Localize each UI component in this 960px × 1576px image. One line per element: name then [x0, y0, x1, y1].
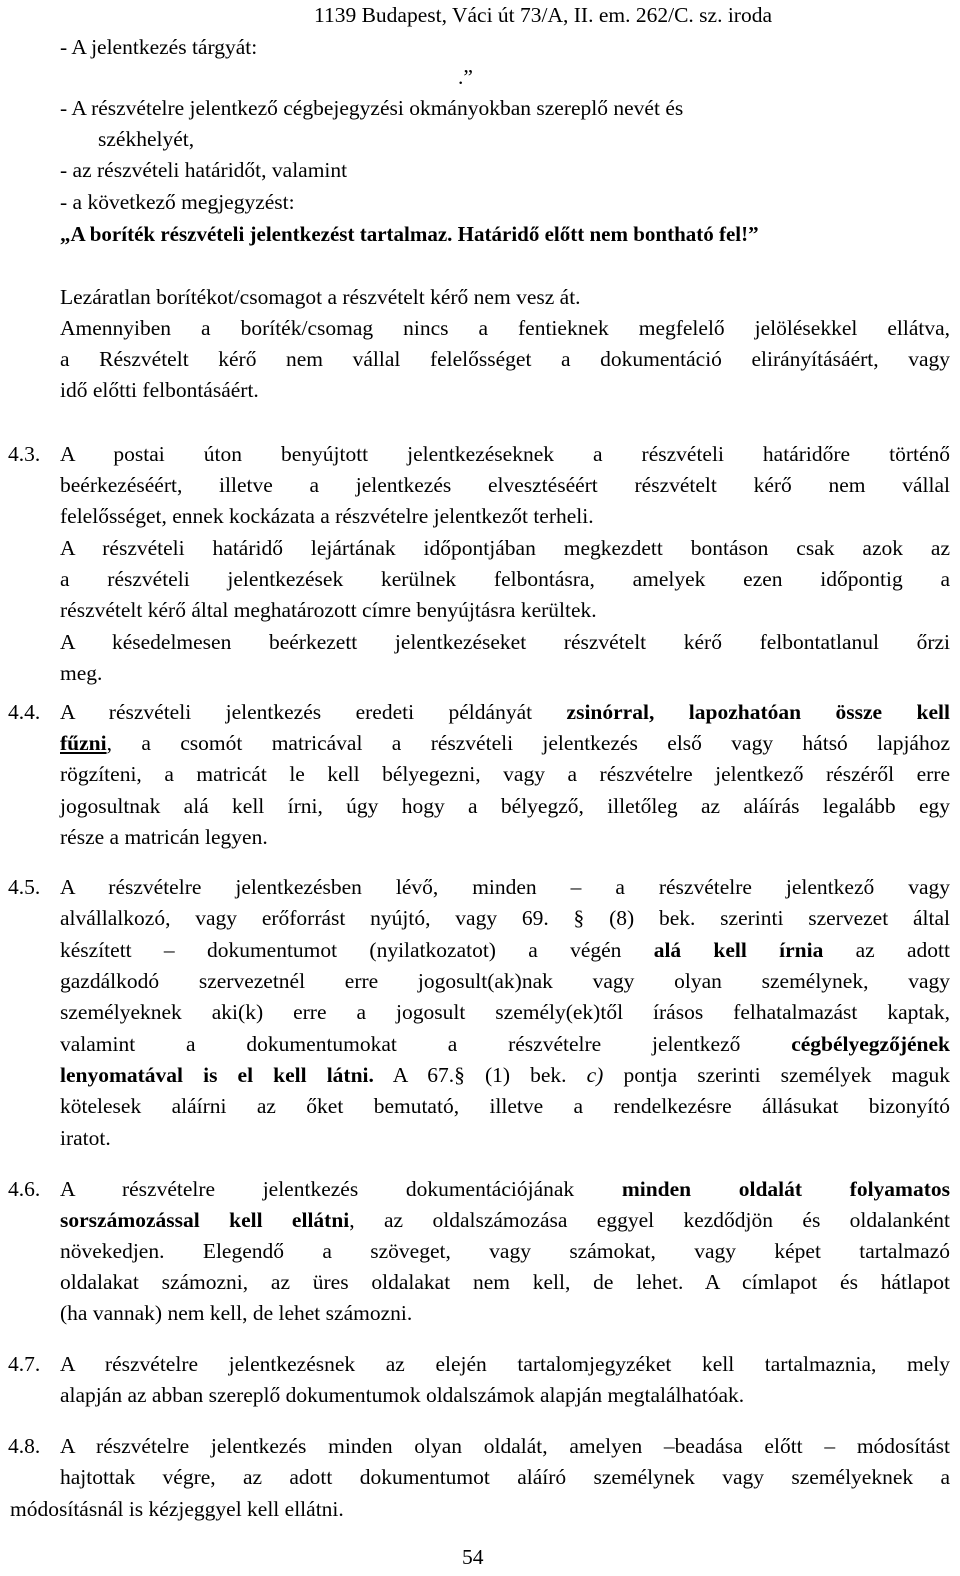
emphasis-text: alá kell írnia — [653, 938, 824, 962]
section-4-5-line-6 — [60, 1031, 950, 1057]
intro-line-2: Amennyiben a boríték/csomag nincs a fentieknek megfelelő jelölésekkel ellátva, — [60, 316, 950, 340]
section-4-3-line: meg. — [60, 661, 103, 685]
section-4-7-line: alapján az abban szereplő dokumentumok oldalszámok alapján megtalálhatóak. — [60, 1383, 745, 1407]
section-4-8-line: hajtottak végre, az adott dokumentumot aláíró személynek vagy személyeknek a — [60, 1465, 950, 1489]
section-4-5-line: iratot. — [60, 1126, 111, 1150]
section-4-6-line-2 — [60, 1207, 950, 1233]
section-4-3-line: beérkezéséért, illetve a jelentkezés elvesztéséért részvételt kérő nem vállal — [60, 473, 950, 497]
text-span: pontja szerinti személyek maguk — [603, 1063, 950, 1087]
bullet-name-line-2: székhelyét, — [98, 127, 195, 151]
section-4-3-line: A részvételi határidő lejártának időpontjában megkezdett bontáson csak azok az — [60, 536, 950, 560]
section-4-5-line-3 — [60, 937, 950, 963]
section-4-4-line-2 — [60, 730, 950, 756]
section-4-6-line: (ha vannak) nem kell, de lehet számozni. — [60, 1301, 413, 1325]
text-span: készített – dokumentumot (nyilatkozatot) a végén — [60, 938, 654, 962]
bullet-note: - a következő megjegyzést: — [60, 190, 295, 214]
section-4-5-line-7 — [60, 1062, 950, 1088]
section-4-6-line-1 — [60, 1176, 950, 1202]
section-4-7-line: A részvételre jelentkezésnek az elején tartalomjegyzéket kell tartalmaznia, mely — [60, 1352, 950, 1376]
emphasis-text: lenyomatával is el kell látni. — [60, 1063, 374, 1087]
emphasis-text: minden oldalát folyamatos — [621, 1177, 950, 1201]
section-4-5-line: A részvételre jelentkezésben lévő, minden – a részvételre jelentkező vagy — [60, 875, 950, 899]
text-span: , az oldalszámozása eggyel kezdődjön és oldalanként — [349, 1208, 950, 1232]
bullet-name-line-1: - A részvételre jelentkező cégbejegyzési okmányokban szereplő nevét és — [60, 96, 684, 120]
section-4-3-number: 4.3. — [8, 442, 41, 466]
text-span: A részvételi jelentkezés eredeti példányát — [60, 700, 567, 724]
section-4-6-line: oldalakat számozni, az üres oldalakat nem kell, de lehet. A címlapot és hátlapot — [60, 1270, 950, 1294]
section-4-3-line: részvételt kérő által meghatározott címre benyújtásra kerültek. — [60, 598, 597, 622]
section-4-5-number: 4.5. — [8, 875, 41, 899]
emphasis-text: zsinórral, lapozhatóan össze kell — [566, 700, 950, 724]
section-4-3-line: A postai úton benyújtott jelentkezéseknek a részvételi határidőre történő — [60, 442, 950, 466]
address-line: 1139 Budapest, Váci út 73/A, II. em. 262/C. sz. iroda — [314, 3, 772, 27]
section-4-4-line-1 — [60, 699, 950, 725]
bullet-deadline: - az részvételi határidőt, valamint — [60, 158, 348, 182]
section-4-4-line: jogosultnak alá kell írni, úgy hogy a bélyegző, illetőleg az aláírás legalább egy — [60, 794, 950, 818]
page-number: 54 — [462, 1545, 484, 1569]
section-4-5-line: alvállalkozó, vagy erőforrást nyújtó, vagy 69. § (8) bek. szerinti szervezet által — [60, 906, 950, 930]
section-4-3-line: A késedelmesen beérkezett jelentkezéseket részvételt kérő felbontatlanul őrzi — [60, 630, 950, 654]
intro-line-3: a Részvételt kérő nem vállal felelősséget a dokumentáció elirányításáért, vagy — [60, 347, 950, 371]
section-4-3-line: a részvételi jelentkezések kerülnek felbontásra, amelyek ezen időpontig a — [60, 567, 950, 591]
section-4-6-number: 4.6. — [8, 1177, 41, 1201]
section-4-8-line: A részvételre jelentkezés minden olyan oldalát, amelyen –beadása előtt – módosítást — [60, 1434, 950, 1458]
section-4-4-number: 4.4. — [8, 700, 41, 724]
emphasis-text: fűzni — [60, 731, 107, 755]
section-4-5-line: gazdálkodó szervezetnél erre jogosult(ak)nak vagy olyan személynek, vagy — [60, 969, 950, 993]
text-span: A részvételre jelentkezés dokumentációjának — [60, 1177, 622, 1201]
section-4-8-line: módosításnál is kézjeggyel kell ellátni. — [10, 1497, 344, 1521]
emphasis-text: sorszámozással kell ellátni — [60, 1208, 350, 1232]
bullet-subject: - A jelentkezés tárgyát: — [60, 35, 258, 59]
text-span: valamint a dokumentumokat a részvételre jelentkező — [60, 1032, 792, 1056]
envelope-note: „A boríték részvételi jelentkezést tartalmaz. Határidő előtt nem bontható fel!” — [60, 222, 759, 246]
section-4-4-line: része a matricán legyen. — [60, 825, 268, 849]
emphasis-text: cégbélyegzőjének — [791, 1032, 950, 1056]
section-4-8-number: 4.8. — [8, 1434, 41, 1458]
text-span: , a csomót matricával a részvételi jelentkezés első vagy hátsó lapjához — [106, 731, 950, 755]
section-4-5-line: személyeknek aki(k) erre a jogosult személy(ek)től írásos felhatalmazást kaptak, — [60, 1000, 950, 1024]
section-4-7-number: 4.7. — [8, 1352, 41, 1376]
closing-quote: .” — [458, 65, 473, 89]
text-span: A 67.§ (1) bek. — [373, 1063, 587, 1087]
text-span: az adott — [823, 938, 950, 962]
section-4-6-line: növekedjen. Elegendő a szöveget, vagy számokat, vagy képet tartalmazó — [60, 1239, 950, 1263]
section-4-5-line: kötelesek aláírni az őket bemutató, illetve a rendelkezésre állásukat bizonyító — [60, 1094, 950, 1118]
section-4-4-line: rögzíteni, a matricát le kell bélyegezni, vagy a részvételre jelentkező részéről erre — [60, 762, 950, 786]
section-4-3-line: felelősséget, ennek kockázata a részvételre jelentkezőt terheli. — [60, 504, 594, 528]
italic-text: c) — [586, 1063, 604, 1087]
intro-line-4: idő előtti felbontásáért. — [60, 378, 259, 402]
intro-line-1: Lezáratlan borítékot/csomagot a részvételt kérő nem vesz át. — [60, 285, 581, 309]
